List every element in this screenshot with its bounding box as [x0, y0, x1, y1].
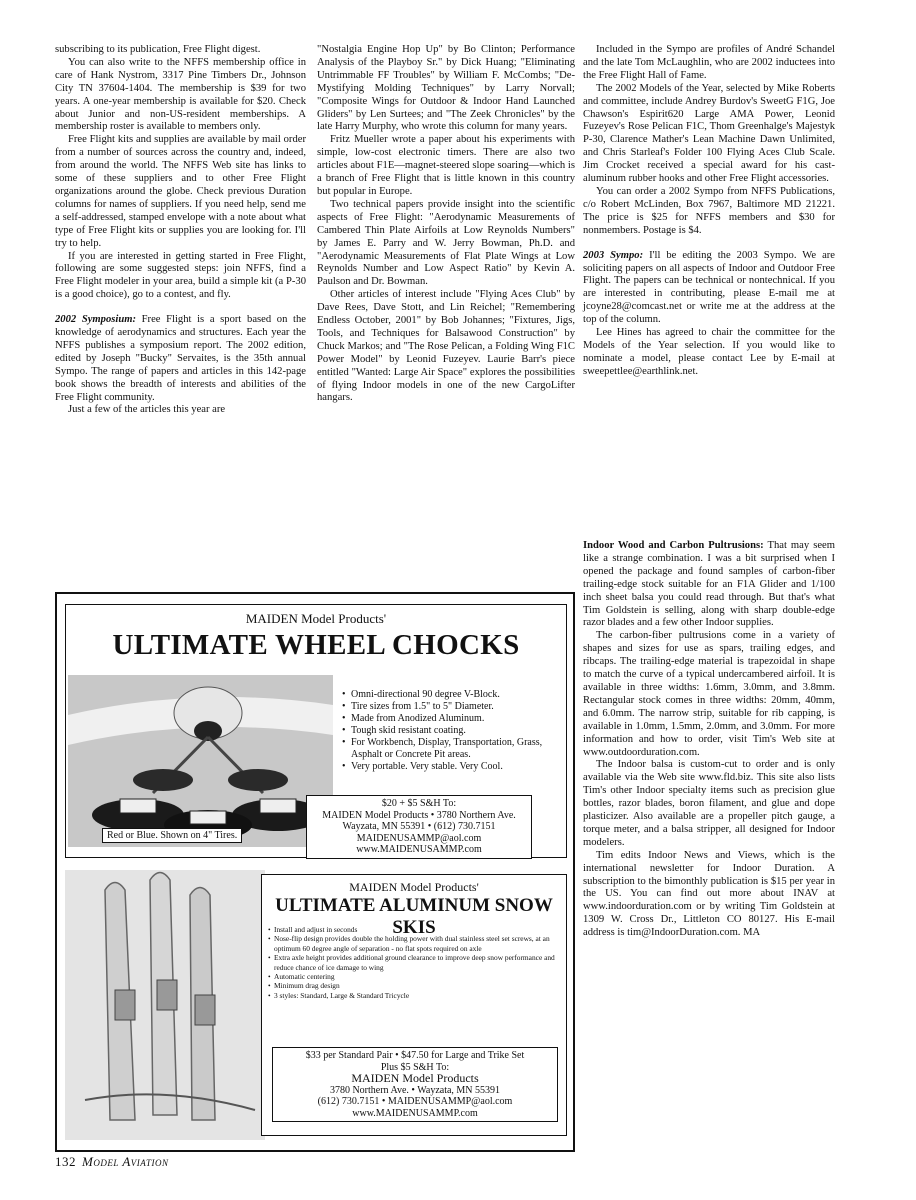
paragraph: Two technical papers provide insight into the scientific aspects of Free Flight: "Aerodynamic Measurements of Cambered Thin Plate Airfoils at Low Reynolds Numbers" by James E. Parry and W. Jerry Bowman, Ph.D. and "Aerodynamic Measurements of Flat Plate Wings at Low Reynolds Number and Low Aspect Ratio" by Kevin A. Paulson and Dr. Bowman.	[317, 198, 575, 288]
advertisement-box	[55, 592, 575, 1152]
article-column-2	[317, 44, 575, 405]
order-website: www.MAIDENUSAMMP.com	[352, 1107, 478, 1119]
feature-list	[268, 925, 558, 1000]
article-column-1	[55, 44, 306, 417]
magazine-name: Model Aviation	[82, 1154, 169, 1169]
feature-item: • Nose-flip design provides double the holding power with dual stainless steel set screws, at an optimum 60 degree angle of separation - no flat spots required on axle	[268, 934, 558, 953]
order-address: MAIDEN Model Products • 3780 Northern Ave.	[322, 809, 516, 821]
ad-subtitle: MAIDEN Model Products'	[349, 880, 479, 894]
order-company: MAIDEN Model Products	[351, 1071, 479, 1085]
paragraph: Included in the Sympo are profiles of André Schandel and the late Tom McLaughlin, who are 2002 inductees into the Free Flight Hall of Fame.	[583, 44, 835, 81]
article-column-3-continued	[583, 540, 835, 940]
feature-item: • Automatic centering	[268, 972, 558, 981]
paragraph: The carbon-fiber pultrusions come in a variety of shapes and sizes for use as spars, trailing edges, and ribcaps. The trailing-edge material is trapezoidal in shape to match the curve of a typical undercambered airfoil. It is available in three widths: 1.6mm, 3.0mm, and 3.8mm. Rectangular stock comes in three widths: 20mm, 40mm, and 6.0mm. The narrow strip, suitable for rib capping, is available in 1.0mm, 1.5mm, 2.0mm, and 3.0mm. For more information and how to order, visit Tim's Web site at www.outdoorduration.com.	[583, 630, 835, 758]
feature-item: • Install and adjust in seconds	[268, 925, 558, 934]
paragraph-text: I'll be editing the 2003 Sympo. We are soliciting papers on all aspects of Indoor and Outdoor Free Flight. The papers can be technical or nontechnical. If you are interested in contributing, please E-mail me at jcoyne28@comcast.net or write me at the address at the top of the column.	[583, 249, 836, 326]
paragraph: You can also write to the NFFS membership office in care of Hank Nystrom, 3317 Pine Timbers Dr., Johnson City TN 37604-1404. The membership is $39 for two years. A one-year membership is available for $20. Check about Junior and non-US-resident memberships. A membership roster is available to members only.	[55, 56, 306, 133]
order-website: www.MAIDENUSAMMP.com	[356, 844, 482, 855]
paragraph: Fritz Mueller wrote a paper about his experiments with simple, low-cost electronic timers. There are also two articles about F1E—magnet-steered slope soaring—which is a branch of Free Flight that is little known in this country but popular in Europe.	[317, 134, 575, 197]
wheel-chocks-ad	[65, 604, 567, 858]
feature-item: • Tire sizes from 1.5" to 5" Diameter.	[342, 701, 564, 713]
paragraph-text: Free Flight is a sport based on the knowledge of aerodynamics and structures. Each year the NFFS publishes a symposium report. The 2002 edition, edited by Joseph "Bucky" Servaites, is the 35th annual Sympo. The range of papers and articles in this 142-page book shows the breadth of interests and abilities of the Free Flight community.	[55, 314, 306, 403]
order-info	[306, 795, 532, 859]
page-number: 132	[55, 1154, 76, 1169]
ad-subtitle: MAIDEN Model Products'	[245, 611, 387, 626]
feature-item: • 3 styles: Standard, Large & Standard Tricycle	[268, 991, 558, 1000]
paragraph: Just a few of the articles this year are	[68, 404, 226, 416]
order-price: $20 + $5 S&H To:	[381, 798, 457, 809]
order-price: $33 per Standard Pair • $47.50 for Large and Trike Set	[305, 1050, 525, 1061]
paragraph-text: That may seem like a strange combination. I was a bit surprised when I opened the package and found samples of carbon-fiber trailing-edge stock suitable for an F1A Glider and 1/100 inch sheet balsa you could read through. But that's what Tim Goldstein is selling, along with sharp double-edge razor blades and a few other Indoor supplies.	[583, 540, 835, 629]
paragraph	[583, 540, 835, 630]
paragraph	[583, 250, 835, 327]
paragraph: subscribing to its publication, Free Flight digest.	[55, 44, 261, 55]
paragraph: Free Flight kits and supplies are available by mail order from a number of sources across the country and, indeed, from around the world. The NFFS Web site has links to some of these suppliers and to other Free Flight organizations around the globe. Check previous Duration columns for names of suppliers. If you need help, send me a self-addressed, stamped envelope with a note about what type of Free Flight kits or supplies you are looking for. I'll try to help.	[55, 134, 306, 249]
page-footer	[55, 1154, 168, 1170]
feature-item: • Omni-directional 90 degree V-Block.	[342, 689, 564, 701]
feature-item: • For Workbench, Display, Transportation, Grass, Asphalt or Concrete Pit areas.	[342, 737, 564, 761]
wheel-chocks-photo	[68, 675, 333, 847]
snow-skis-illustration	[65, 870, 265, 1140]
feature-list	[342, 689, 564, 773]
snow-skis-photo	[65, 870, 265, 1140]
section-heading: Indoor Wood and Carbon Pultrusions:	[583, 540, 764, 551]
paragraph: The 2002 Models of the Year, selected by Mike Roberts and committee, include Andrey Burdov's SweetG F1G, Joe Chawson's Espirit620 Large AMA Power, Leonid Fuzeyev's Rose Pelican F1C, Thom Greenhalge's Majestyk P-30, Clarence Mather's Lean Machine Dawn Unlimited, and Chris Starleaf's Folder 100 Flying Aces Club Scale. Jim Crocket received a special award for his cast-aluminum rubber hooks and other Free Flight accessories.	[583, 82, 835, 185]
order-address: 3780 Northern Ave. • Wayzata, MN 55391	[329, 1084, 501, 1096]
feature-item: • Extra axle height provides additional ground clearance to improve deep snow performance and reduce chance of ice damage to wing	[268, 953, 558, 972]
snow-skis-ad	[65, 870, 567, 1142]
ad-title: ULTIMATE WHEEL CHOCKS	[112, 629, 520, 661]
paragraph: Other articles of interest include "Flying Aces Club" by Dave Rees, Dave Stott, and Lin Reichel; "Remembering Endless October, 2001" by Bob Johannes; "Fixtures, Jigs, Tools, and Techniques for Balsawood Construction" by Chuck Markos; and "The Rose Pelican, a Folding Wing F1C Power Model" by Leonid Fuzeyev. Laurie Barr's piece entitled "Wanted: Large Air Space" explores the possibilities of flying Indoor models in one of the new CargoLifter hangars.	[317, 289, 575, 404]
feature-item: • Very portable. Very stable. Very Cool.	[342, 761, 564, 773]
feature-item: • Made from Anodized Aluminum.	[342, 713, 564, 725]
section-heading: 2003 Sympo:	[583, 249, 644, 261]
paragraph: If you are interested in getting started in Free Flight, following are some suggested steps: join NFFS, find a Free Flight modeler in your area, build a simple kit (a P-30 is a good choice), go to a contest, and fly.	[55, 250, 306, 301]
paragraph: The Indoor balsa is custom-cut to order and is only available via the Web site www.fld.biz. This site also lists Tim's other Indoor specialty items such as precision glue bottles, razor blades, boron filament, and glue and dope plasticizer. Also available are a propeller pitch gauge, a torque meter, and a balsa stripper, all designed for Indoor modelers.	[583, 759, 835, 848]
wheel-chocks-illustration	[68, 675, 333, 847]
paragraph: Tim edits Indoor News and Views, which is the international newsletter for Indoor Duration. A subscription to the bimonthly publication is $15 per year in the US. You can find out more about INAV at www.indoorduration.com or by writing Tim Goldstein at 1309 W. Cross Dr., Littleton CO 80127. His E-mail address is tim@IndoorDuration.com. MA	[583, 849, 835, 939]
order-phone: (612) 730.7151 • MAIDENUSAMMP@aol.com	[317, 1096, 513, 1107]
ad-title: ULTIMATE ALUMINUM SNOW SKIS	[275, 895, 553, 938]
feature-item: • Minimum drag design	[268, 981, 558, 990]
paragraph: "Nostalgia Engine Hop Up" by Bo Clinton; Performance Analysis of the Playboy Sr." by Dick Huang; "Eliminating Untrimmable FF Troubles" by William F. McCombs; "De-Mystifying Molding Techniques" by Larry Norvall; "Composite Wings for Outdoor & Indoor Hand Launched Gliders" by Len Surtees; and "The Zeek Chronicles" by the late Harry Murphy, who wrote this column for many years.	[317, 44, 575, 133]
snow-skis-info	[261, 874, 567, 1136]
order-phone: Wayzata, MN 55391 • (612) 730.7151	[342, 821, 496, 832]
order-email: MAIDENUSAMMP@aol.com	[356, 832, 482, 844]
order-shipping: Plus $5 S&H To:	[380, 1061, 450, 1073]
article-column-3	[583, 44, 835, 379]
photo-caption: Red or Blue. Shown on 4" Tires.	[102, 828, 242, 843]
section-heading: 2002 Symposium:	[55, 314, 136, 326]
paragraph: You can order a 2002 Sympo from NFFS Publications, c/o Robert McLinden, Box 7967, Baltimore MD 21221. The price is $25 for NFFS members and $30 for nonmembers. Postage is $4.	[583, 185, 835, 236]
order-info	[272, 1047, 558, 1122]
paragraph	[55, 314, 306, 404]
paragraph: Lee Hines has agreed to chair the committee for the Models of the Year selection. If you would like to nominate a model, please contact Lee by E-mail at sweepettlee@earthlink.net.	[583, 327, 835, 377]
feature-item: • Tough skid resistant coating.	[342, 725, 564, 737]
